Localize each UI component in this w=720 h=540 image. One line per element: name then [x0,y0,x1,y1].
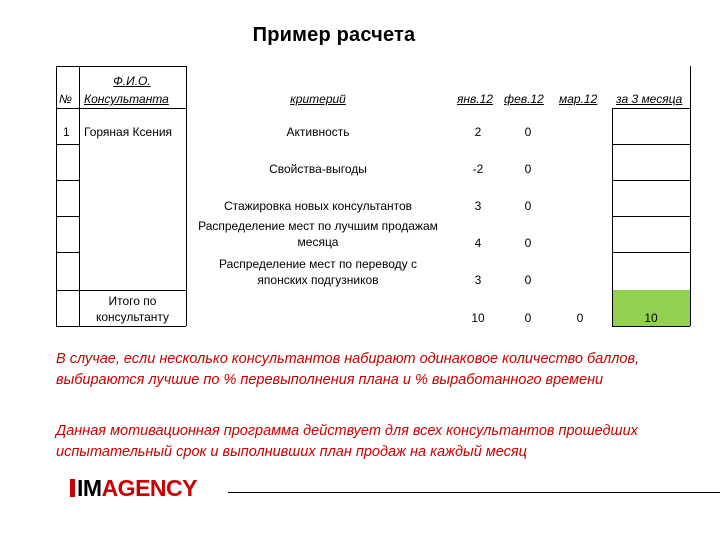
grid-line [612,144,690,145]
value-feb: 0 [524,125,532,139]
grid-line [56,326,186,327]
value-feb: 0 [524,236,532,250]
grid-line [56,66,57,326]
logo-suffix: AGENCY [101,475,197,501]
total-jan: 10 [471,311,485,325]
page-title: Пример расчета [252,24,416,46]
header-mar: мар.12 [559,92,598,106]
header-total-3-months: за 3 месяца [616,92,683,106]
note-eligibility: Данная мотивационная программа действует для всех консультантов прошедших испытательный срок и выполнивших план продаж на каждый месяц [56,423,638,460]
value-feb: 0 [524,273,532,287]
header-fio-line1: Ф.И.О. [113,74,151,88]
value-jan: 2 [474,125,482,139]
total-3-months: 10 [644,311,658,325]
grid-line [612,252,690,253]
header-fio-line2: Консультанта [84,92,169,106]
criterion-label-line2: месяца [297,235,339,249]
value-jan: 4 [474,236,482,250]
consultant-name: Горяная Ксения [84,125,173,139]
criterion-label: Стажировка новых консультантов [223,199,413,213]
grid-line [690,66,691,326]
header-number: № [59,92,72,106]
grid-line [612,180,690,181]
grid-line [56,180,79,181]
grid-line [612,108,690,109]
header-feb: фев.12 [504,92,544,106]
grid-line [56,216,79,217]
grid-line [79,66,80,326]
value-feb: 0 [524,199,532,213]
imagency-logo [70,475,197,502]
total-feb: 0 [524,311,532,325]
footer-rule [228,492,720,493]
grid-line [56,252,79,253]
total-mar: 0 [576,311,584,325]
value-jan: 3 [474,199,482,213]
total-label-line1: Итого по [108,294,157,308]
criterion-label-line2: японских подгузников [257,273,379,287]
header-criterion: критерий [290,92,346,106]
grid-line [79,290,186,291]
value-feb: 0 [524,162,532,176]
grid-line [186,66,187,326]
criterion-label-line1: Распределение мест по переводу с [219,257,417,271]
total-label-line2: консультанту [95,310,170,324]
criterion-label: Свойства-выгоды [269,162,367,176]
value-jan: 3 [474,273,482,287]
grid-line [56,66,186,67]
grid-line [56,290,79,291]
grid-line [612,326,690,327]
header-jan: янв.12 [457,92,493,106]
consultant-number: 1 [63,125,70,139]
logo-prefix: IM [77,475,102,501]
logo-bar-icon [70,479,75,497]
note-tie-break: В случае, если несколько консультантов набирают одинаковое количество баллов, выбираются лучшие по % перевыполнения плана и % выработанного времени [56,351,640,388]
grid-line [612,216,690,217]
criterion-label-line1: Распределение мест по лучшим продажам [198,219,438,233]
grid-line [56,144,79,145]
grid-line [56,108,186,109]
value-jan: -2 [472,162,484,176]
criterion-label: Активность [286,125,350,139]
